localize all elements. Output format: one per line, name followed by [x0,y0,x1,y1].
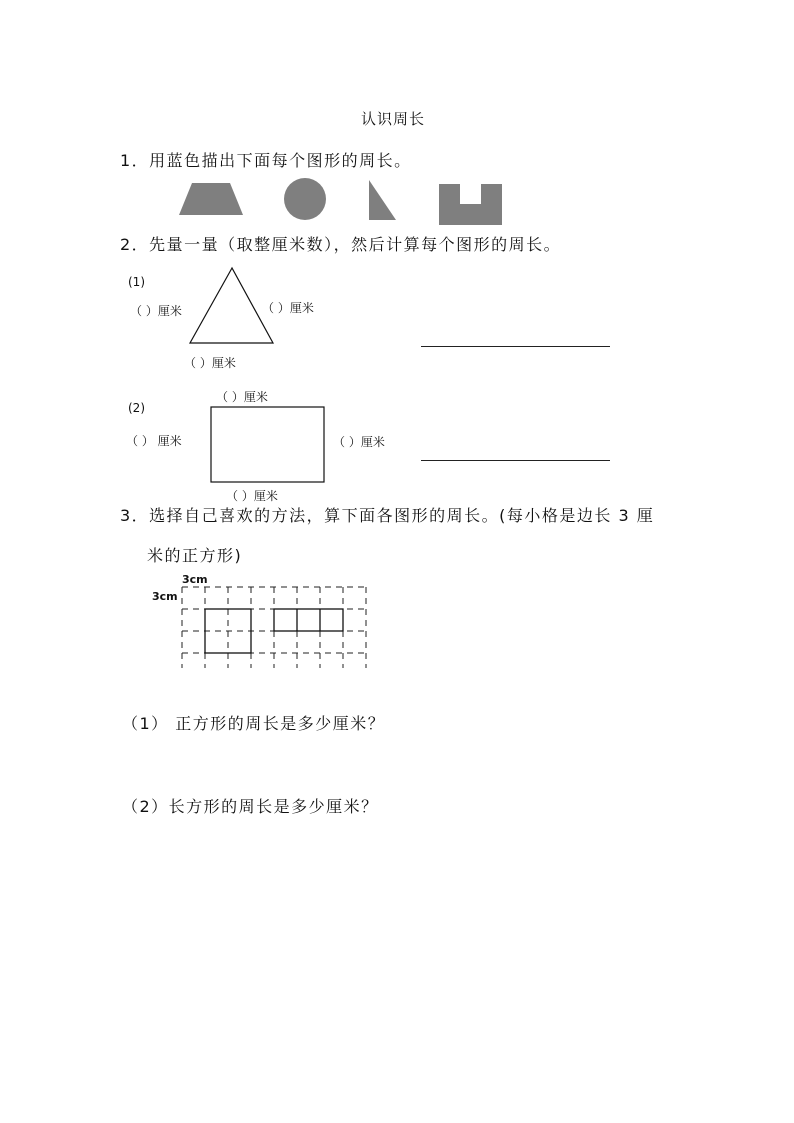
part-1-label: (1) [128,275,145,289]
triangle-bottom-side-blank[interactable]: （ ）厘米 [184,356,236,370]
rect-top-side-blank[interactable]: （ ）厘米 [216,390,268,404]
triangle-right-side-blank[interactable]: （ ）厘米 [262,301,314,315]
grid-left-unit-label: 3cm [152,590,178,603]
page-title: 认识周长 [361,110,426,128]
part-2-label: (2) [128,401,145,415]
question-3-text-line2: 米的正方形) [147,546,243,565]
question-1-text: 1．用蓝色描出下面每个图形的周长。 [120,151,412,170]
grid-top-unit-label: 3cm [182,573,208,586]
question-3-text-line1: 3．选择自己喜欢的方法，算下面各图形的周长。(每小格是边长 3 厘 [120,506,655,525]
question-3-sub-2: （2）长方形的周长是多少厘米？ [122,797,379,816]
question-2-text: 2．先量一量（取整厘米数），然后计算每个图形的周长。 [120,235,562,254]
rect-bottom-side-blank[interactable]: （ ）厘米 [226,489,278,503]
rect-right-side-blank[interactable]: （ ）厘米 [333,435,385,449]
rect-left-side-blank[interactable]: （ ） 厘米 [126,434,182,448]
triangle-left-side-blank[interactable]: （ ）厘米 [130,304,182,318]
grid-rectangle-shape [274,609,343,631]
question-3-sub-1: （1） 正方形的周长是多少厘米？ [122,714,386,733]
